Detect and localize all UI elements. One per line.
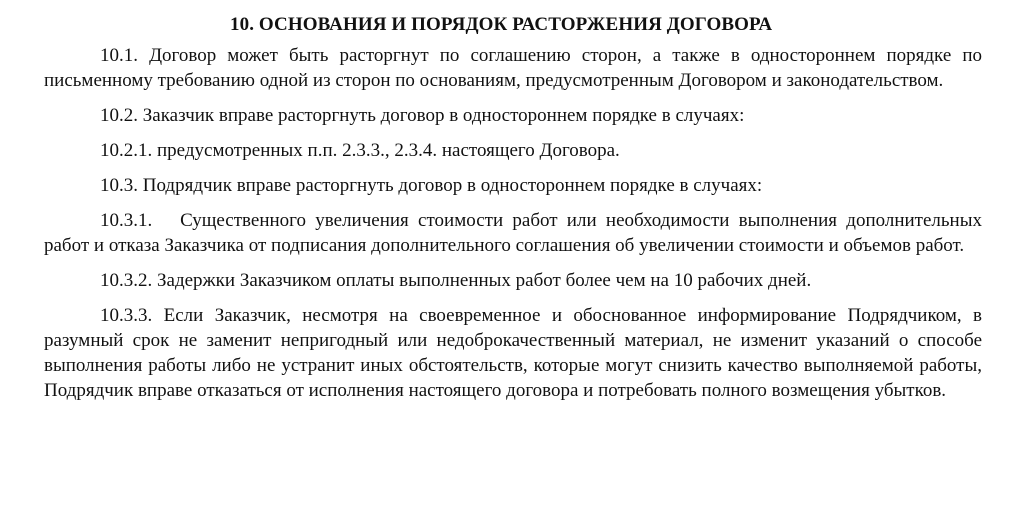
paragraph-10-3-3: 10.3.3. Если Заказчик, несмотря на своевременное и обоснованное информирование Подрядчиком, в разумный срок не заменит непригодный или недоброкачественный материал, не изменит указаний о способе выполнения работы либо не устранит иных обстоятельств, которые могут снизить качество выполняемой работы, Подрядчик вправе отказаться от исполнения настоящего договора и потребовать полного возмещения убытков. [44, 305, 982, 401]
paragraph-10-2: 10.2. Заказчик вправе расторгнуть договор в одностороннем порядке в случаях: [100, 105, 745, 126]
section-title: 10. ОСНОВАНИЯ И ПОРЯДОК РАСТОРЖЕНИЯ ДОГОВОРА [230, 14, 773, 35]
paragraph-10-3-2: 10.3.2. Задержки Заказчиком оплаты выполненных работ более чем на 10 рабочих дней. [100, 270, 812, 291]
paragraph-10-1: 10.1. Договор может быть расторгнут по соглашению сторон, а также в одностороннем порядке по письменному требованию одной из сторон по основаниям, предусмотренным Договором и законодательством. [44, 45, 982, 91]
paragraph-10-3: 10.3. Подрядчик вправе расторгнуть договор в одностороннем порядке в случаях: [100, 175, 763, 196]
paragraph-10-2-1: 10.2.1. предусмотренных п.п. 2.3.3., 2.3.4. настоящего Договора. [100, 140, 620, 161]
paragraph-10-3-1: 10.3.1. Существенного увеличения стоимости работ или необходимости выполнения дополнительных работ и отказа Заказчика от подписания дополнительного соглашения об увеличении стоимости и объемов работ. [44, 210, 987, 256]
